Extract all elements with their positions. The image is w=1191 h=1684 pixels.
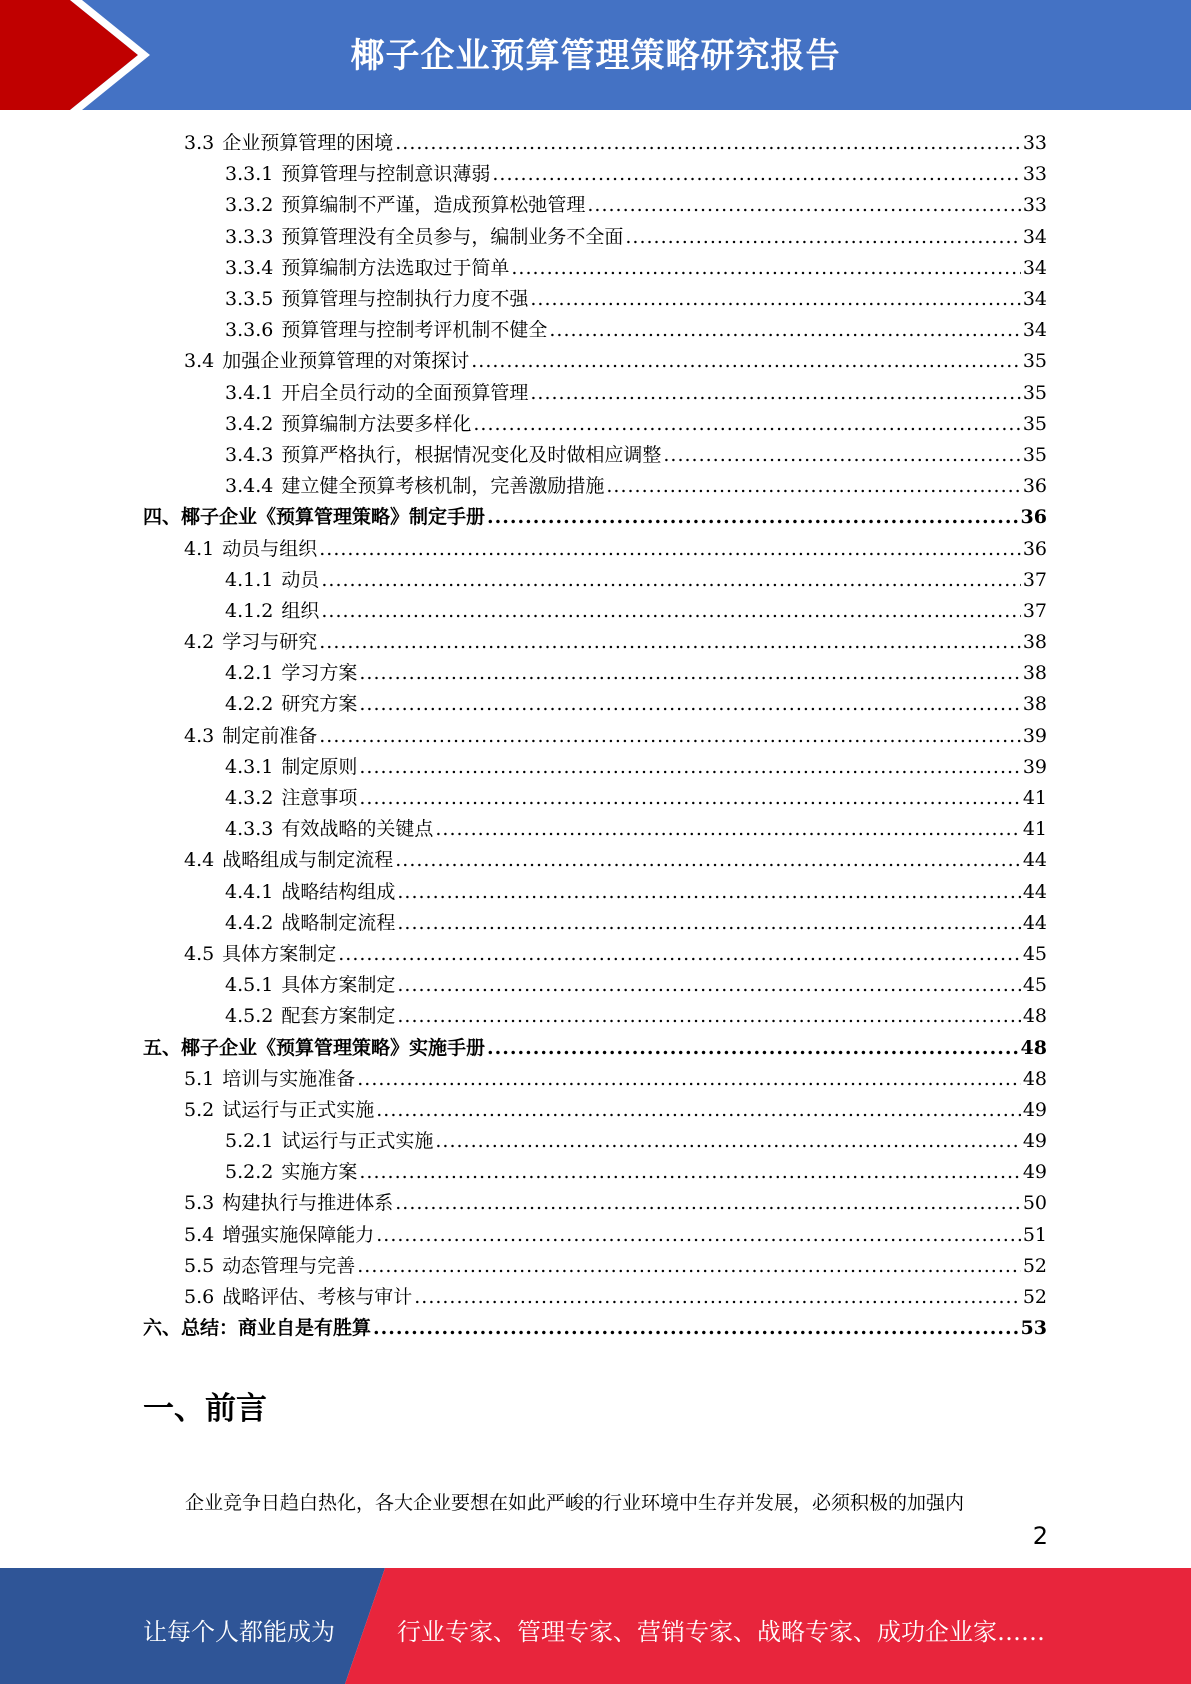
toc-entry-page: 35 <box>1022 381 1047 404</box>
toc-dot-leader <box>414 1282 1021 1313</box>
toc-dot-leader <box>473 409 1020 440</box>
toc-dot-leader <box>487 502 1019 533</box>
toc-entry-page: 38 <box>1022 662 1047 685</box>
toc-entry-number: 4.1 <box>184 537 215 560</box>
toc-entry-page: 48 <box>1020 1036 1047 1059</box>
toc-entry-title: 战略组成与制定流程 <box>222 849 394 872</box>
toc-entry-page: 35 <box>1022 350 1047 373</box>
toc-entry-page: 51 <box>1022 1223 1047 1246</box>
toc-entry-page: 49 <box>1022 1098 1047 1121</box>
toc-dot-leader <box>397 970 1020 1001</box>
toc-entry-number: 4.4 <box>184 849 215 872</box>
toc-entry-title: 预算管理与控制考评机制不健全 <box>281 319 548 342</box>
toc-entry-number: 3.3.6 <box>225 319 274 342</box>
toc-entry[interactable] <box>143 627 1047 658</box>
toc-entry-page: 44 <box>1022 849 1047 872</box>
toc-entry-page: 36 <box>1020 506 1047 529</box>
toc-entry-title: 战略结构组成 <box>281 880 396 903</box>
toc-entry[interactable] <box>143 721 1047 752</box>
toc-entry-title: 六、总结：商业自是有胜算 <box>143 1317 372 1340</box>
toc-entry-number: 4.3.2 <box>225 787 274 810</box>
toc-entry-title: 四、椰子企业《预算管理策略》制定手册 <box>143 506 486 529</box>
toc-entry-page: 52 <box>1022 1254 1047 1277</box>
toc-entry-number: 4.4.1 <box>225 880 274 903</box>
toc-entry-title: 注意事项 <box>281 787 358 810</box>
toc-entry-number: 4.2 <box>184 631 215 654</box>
toc-entry[interactable] <box>143 783 1047 814</box>
toc-entry-page: 49 <box>1022 1130 1047 1153</box>
toc-entry-page: 37 <box>1022 568 1047 591</box>
toc-entry-page: 45 <box>1022 942 1047 965</box>
toc-entry-page: 38 <box>1022 693 1047 716</box>
toc-dot-leader <box>359 783 1020 814</box>
toc-entry-title: 配套方案制定 <box>281 1005 396 1028</box>
toc-entry[interactable] <box>143 752 1047 783</box>
toc-entry-page: 36 <box>1022 537 1047 560</box>
toc-entry-page: 35 <box>1022 412 1047 435</box>
toc-entry-number: 3.3.4 <box>225 256 274 279</box>
toc-entry[interactable] <box>143 471 1047 502</box>
toc-entry-page: 34 <box>1022 225 1047 248</box>
toc-dot-leader <box>359 658 1020 689</box>
toc-dot-leader <box>397 908 1020 939</box>
toc-entry-title: 预算编制方法要多样化 <box>281 412 472 435</box>
toc-entry-number: 4.3.3 <box>225 818 274 841</box>
toc-entry-number: 5.4 <box>184 1223 215 1246</box>
toc-dot-leader <box>549 315 1020 346</box>
toc-entry-number: 4.4.2 <box>225 911 274 934</box>
toc-entry-number: 3.4.3 <box>225 443 274 466</box>
toc-entry-number: 3.4.2 <box>225 412 274 435</box>
toc-entry-number: 5.2.2 <box>225 1161 274 1184</box>
toc-entry-title: 战略制定流程 <box>281 911 396 934</box>
toc-entry-title: 构建执行与推进体系 <box>222 1192 394 1215</box>
toc-dot-leader <box>435 1126 1020 1157</box>
toc-entry[interactable] <box>143 845 1047 876</box>
toc-entry-number: 4.3 <box>184 724 215 747</box>
toc-dot-leader <box>395 128 1021 159</box>
toc-entry-title: 预算管理没有全员参与，编制业务不全面 <box>281 225 624 248</box>
toc-entry-title: 试运行与正式实施 <box>281 1130 434 1153</box>
toc-entry-title: 研究方案 <box>281 693 358 716</box>
toc-entry[interactable] <box>143 1001 1047 1032</box>
toc-dot-leader <box>357 1251 1021 1282</box>
toc-entry[interactable] <box>143 1313 1047 1344</box>
toc-entry[interactable] <box>143 908 1047 939</box>
toc-entry[interactable] <box>143 1220 1047 1251</box>
toc-dot-leader <box>435 814 1020 845</box>
toc-dot-leader <box>319 721 1021 752</box>
page-number: 2 <box>1032 1522 1048 1550</box>
toc-entry-title: 培训与实施准备 <box>222 1067 356 1090</box>
toc-entry-number: 5.2.1 <box>225 1130 274 1153</box>
toc-entry-page: 39 <box>1022 755 1047 778</box>
toc-dot-leader <box>663 440 1020 471</box>
toc-dot-leader <box>492 159 1020 190</box>
toc-entry[interactable] <box>143 658 1047 689</box>
toc-entry-page: 41 <box>1022 787 1047 810</box>
toc-dot-leader <box>395 1188 1021 1219</box>
footer-slogan-left: 让每个人都能成为 <box>143 1618 335 1646</box>
toc-entry-title: 动态管理与完善 <box>222 1254 356 1277</box>
toc-entry-title: 试运行与正式实施 <box>222 1098 375 1121</box>
toc-dot-leader <box>530 378 1020 409</box>
toc-entry-page: 38 <box>1022 631 1047 654</box>
toc-entry-number: 4.2.2 <box>225 693 274 716</box>
toc-entry[interactable] <box>143 1157 1047 1188</box>
toc-entry-number: 4.5.2 <box>225 1005 274 1028</box>
toc-entry[interactable] <box>143 565 1047 596</box>
toc-dot-leader <box>606 471 1020 502</box>
toc-entry-page: 36 <box>1022 475 1047 498</box>
section-heading: 一、前言 <box>143 1391 267 1427</box>
toc-entry-number: 5.1 <box>184 1067 215 1090</box>
toc-entry-page: 33 <box>1022 163 1047 186</box>
toc-entry-page: 48 <box>1022 1005 1047 1028</box>
toc-entry-title: 动员 <box>281 568 320 591</box>
toc-entry-number: 3.4.4 <box>225 475 274 498</box>
toc-dot-leader <box>373 1313 1019 1344</box>
toc-entry-title: 制定前准备 <box>222 724 318 747</box>
toc-entry-number: 3.4.1 <box>225 381 274 404</box>
toc-dot-leader <box>587 190 1020 221</box>
table-of-contents <box>143 128 1047 1344</box>
toc-dot-leader <box>359 752 1020 783</box>
toc-entry[interactable] <box>143 877 1047 908</box>
toc-dot-leader <box>487 1033 1019 1064</box>
toc-entry-number: 5.5 <box>184 1254 215 1277</box>
page-header <box>0 0 1191 110</box>
toc-entry-title: 开启全员行动的全面预算管理 <box>281 381 529 404</box>
toc-entry[interactable] <box>143 1095 1047 1126</box>
toc-entry-title: 组织 <box>281 599 320 622</box>
toc-entry-title: 预算管理与控制执行力度不强 <box>281 288 529 311</box>
toc-entry[interactable] <box>143 409 1047 440</box>
toc-dot-leader <box>321 596 1020 627</box>
toc-entry-number: 3.3.5 <box>225 288 274 311</box>
toc-entry-title: 加强企业预算管理的对策探讨 <box>222 350 470 373</box>
toc-entry[interactable] <box>143 159 1047 190</box>
toc-dot-leader <box>471 346 1021 377</box>
toc-dot-leader <box>319 534 1021 565</box>
toc-entry-title: 学习方案 <box>281 662 358 685</box>
toc-entry[interactable] <box>143 378 1047 409</box>
toc-entry-number: 4.2.1 <box>225 662 274 685</box>
toc-entry[interactable] <box>143 1064 1047 1095</box>
toc-entry-number: 3.3.3 <box>225 225 274 248</box>
toc-entry-page: 52 <box>1022 1286 1047 1309</box>
toc-entry-number: 4.1.2 <box>225 599 274 622</box>
toc-entry-title: 制定原则 <box>281 755 358 778</box>
toc-entry-number: 4.1.1 <box>225 568 274 591</box>
toc-entry[interactable] <box>143 970 1047 1001</box>
toc-entry[interactable] <box>143 440 1047 471</box>
toc-entry[interactable] <box>143 502 1047 533</box>
toc-entry-number: 4.5 <box>184 942 215 965</box>
toc-dot-leader <box>321 565 1020 596</box>
toc-entry-page: 49 <box>1022 1161 1047 1184</box>
toc-entry-title: 动员与组织 <box>222 537 318 560</box>
toc-entry[interactable] <box>143 128 1047 159</box>
toc-entry-number: 3.3 <box>184 132 215 155</box>
toc-dot-leader <box>319 627 1021 658</box>
toc-entry[interactable] <box>143 253 1047 284</box>
body-paragraph: 企业竞争日趋白热化，各大企业要想在如此严峻的行业环境中生存并发展，必须积极的加强内 <box>185 1492 965 1514</box>
toc-entry[interactable] <box>143 222 1047 253</box>
toc-dot-leader <box>530 284 1020 315</box>
toc-entry[interactable] <box>143 1032 1047 1063</box>
toc-dot-leader <box>397 877 1020 908</box>
toc-entry-page: 37 <box>1022 599 1047 622</box>
toc-entry-title: 有效战略的关键点 <box>281 818 434 841</box>
toc-dot-leader <box>359 689 1020 720</box>
toc-entry-number: 5.3 <box>184 1192 215 1215</box>
toc-dot-leader <box>625 222 1020 253</box>
toc-entry[interactable] <box>143 596 1047 627</box>
toc-entry-title: 具体方案制定 <box>222 942 337 965</box>
toc-entry[interactable] <box>143 1126 1047 1157</box>
toc-dot-leader <box>338 939 1021 970</box>
toc-entry-page: 41 <box>1022 818 1047 841</box>
toc-entry-title: 实施方案 <box>281 1161 358 1184</box>
toc-dot-leader <box>357 1064 1021 1095</box>
toc-entry-number: 4.5.1 <box>225 974 274 997</box>
toc-entry-page: 39 <box>1022 724 1047 747</box>
toc-entry-title: 具体方案制定 <box>281 974 396 997</box>
toc-entry-page: 44 <box>1022 880 1047 903</box>
toc-entry-title: 建立健全预算考核机制，完善激励措施 <box>281 475 605 498</box>
toc-entry-title: 学习与研究 <box>222 631 318 654</box>
toc-entry-number: 3.4 <box>184 350 215 373</box>
toc-dot-leader <box>395 845 1021 876</box>
toc-dot-leader <box>511 253 1020 284</box>
toc-entry-page: 45 <box>1022 974 1047 997</box>
page-footer <box>0 1568 1191 1684</box>
toc-entry-page: 33 <box>1022 194 1047 217</box>
toc-entry-number: 4.3.1 <box>225 755 274 778</box>
toc-entry-page: 48 <box>1022 1067 1047 1090</box>
toc-entry-title: 企业预算管理的困境 <box>222 132 394 155</box>
toc-entry-title: 预算编制不严谨，造成预算松弛管理 <box>281 194 586 217</box>
toc-entry-title: 预算编制方法选取过于简单 <box>281 256 510 279</box>
toc-entry[interactable] <box>143 533 1047 564</box>
toc-dot-leader <box>376 1095 1021 1126</box>
toc-entry[interactable] <box>143 1282 1047 1313</box>
toc-entry-page: 53 <box>1020 1317 1047 1340</box>
header-title: 椰子企业预算管理策略研究报告 <box>350 36 841 76</box>
toc-entry-page: 35 <box>1022 443 1047 466</box>
toc-entry-page: 34 <box>1022 288 1047 311</box>
toc-entry[interactable] <box>143 315 1047 346</box>
toc-entry-title: 五、椰子企业《预算管理策略》实施手册 <box>143 1036 486 1059</box>
toc-entry-number: 3.3.2 <box>225 194 274 217</box>
toc-dot-leader <box>397 1001 1020 1032</box>
toc-entry[interactable] <box>143 190 1047 221</box>
toc-entry[interactable] <box>143 689 1047 720</box>
toc-dot-leader <box>376 1220 1021 1251</box>
toc-entry-title: 战略评估、考核与审计 <box>222 1286 413 1309</box>
toc-entry-page: 50 <box>1022 1192 1047 1215</box>
toc-entry[interactable] <box>143 346 1047 377</box>
footer-slogan-right: 行业专家、管理专家、营销专家、战略专家、成功企业家…… <box>397 1618 1045 1646</box>
toc-entry-title: 预算严格执行，根据情况变化及时做相应调整 <box>281 443 662 466</box>
toc-entry[interactable] <box>143 1188 1047 1219</box>
toc-entry-title: 预算管理与控制意识薄弱 <box>281 163 491 186</box>
toc-entry-number: 5.2 <box>184 1098 215 1121</box>
toc-entry-number: 3.3.1 <box>225 163 274 186</box>
toc-entry[interactable] <box>143 939 1047 970</box>
toc-entry-number: 5.6 <box>184 1286 215 1309</box>
toc-entry-page: 33 <box>1022 132 1047 155</box>
toc-dot-leader <box>359 1157 1020 1188</box>
toc-entry[interactable] <box>143 814 1047 845</box>
toc-entry-page: 34 <box>1022 319 1047 342</box>
toc-entry[interactable] <box>143 284 1047 315</box>
toc-entry-page: 44 <box>1022 911 1047 934</box>
toc-entry-title: 增强实施保障能力 <box>222 1223 375 1246</box>
toc-entry-page: 34 <box>1022 256 1047 279</box>
toc-entry[interactable] <box>143 1251 1047 1282</box>
